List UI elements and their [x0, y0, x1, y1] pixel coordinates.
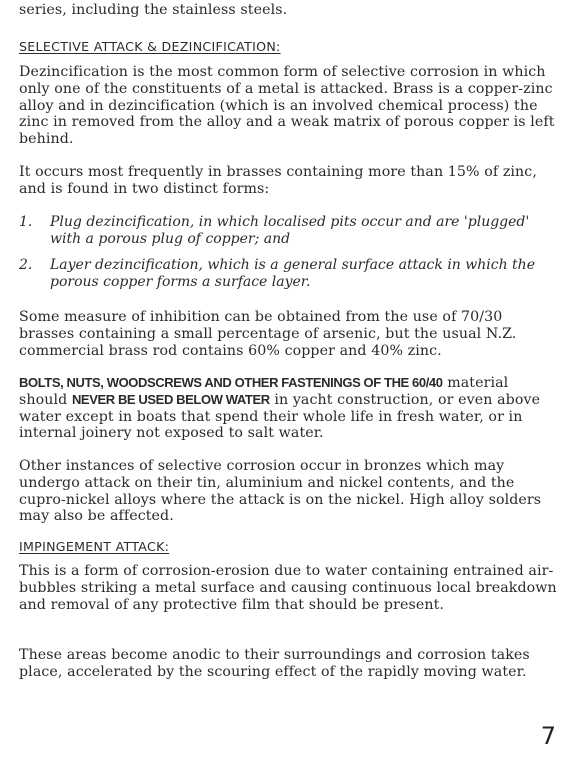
paragraph-other-instances: Other instances of selective corrosion occur in bronzes which may undergo attack on their tin, aluminium and nickel contents, and the cupro-nickel alloys where the attack is on the nickel. High alloy solders may also be affected.	[19, 458, 542, 525]
paragraph-inhibition: Some measure of inhibition can be obtained from the use of 70/30 brasses containing a small percentage of arsenic, but the usual N.Z. commercial brass rod contains 60% copper and 40% zinc.	[19, 309, 517, 359]
list-number: 2.	[19, 257, 33, 273]
paragraph-occurrence: It occurs most frequently in brasses containing more than 15% of zinc, and is found in two distinct forms:	[19, 164, 537, 197]
paragraph-impingement-definition: This is a form of corrosion-erosion due to water containing entrained air-bubbles striking a metal surface and causing continuous local breakdown and removal of any protective film that should be present.	[19, 563, 557, 613]
fastenings-bold-text: BOLTS, NUTS, WOODSCREWS AND OTHER FASTENINGS OF THE 60/40	[19, 375, 443, 390]
heading-impingement-attack: IMPINGEMENT ATTACK:	[19, 539, 170, 554]
page-number: 7	[540, 722, 556, 750]
paragraph-anodic-areas: These areas become anodic to their surroundings and corrosion takes place, accelerated by the scouring effect of the rapidly moving water.	[19, 647, 530, 680]
top-line-text: series, including the stainless steels.	[19, 2, 288, 18]
never-below-water-bold-text: NEVER BE USED BELOW WATER	[71, 391, 270, 407]
heading-selective-attack: SELECTIVE ATTACK & DEZINCIFICATION:	[19, 39, 281, 54]
fastenings-rest-text: in yacht construction, or even above water except in boats that spend their whole life in fresh water, or in internal joinery not exposed to salt water.	[19, 391, 541, 442]
list-number: 1.	[19, 214, 33, 230]
list-item-plug	[19, 214, 559, 248]
paragraph-fastenings-warning	[19, 375, 559, 442]
list-text: Layer dezincification, which is a general surface attack in which the porous copper forms a surface layer.	[50, 257, 535, 290]
list-text: Plug dezincification, in which localised pits occur and are 'plugged' with a porous plug of copper; and	[50, 214, 530, 247]
fastenings-mid-text: material should	[19, 375, 509, 408]
list-item-layer	[19, 257, 559, 291]
paragraph-dezincification-definition: Dezincification is the most common form of selective corrosion in which only one of the constituents of a metal is attacked. Brass is a copper-zinc alloy and in dezincification (which is an involved chemical process) the zinc in removed from the alloy and a weak matrix of porous copper is left behind.	[19, 64, 555, 148]
